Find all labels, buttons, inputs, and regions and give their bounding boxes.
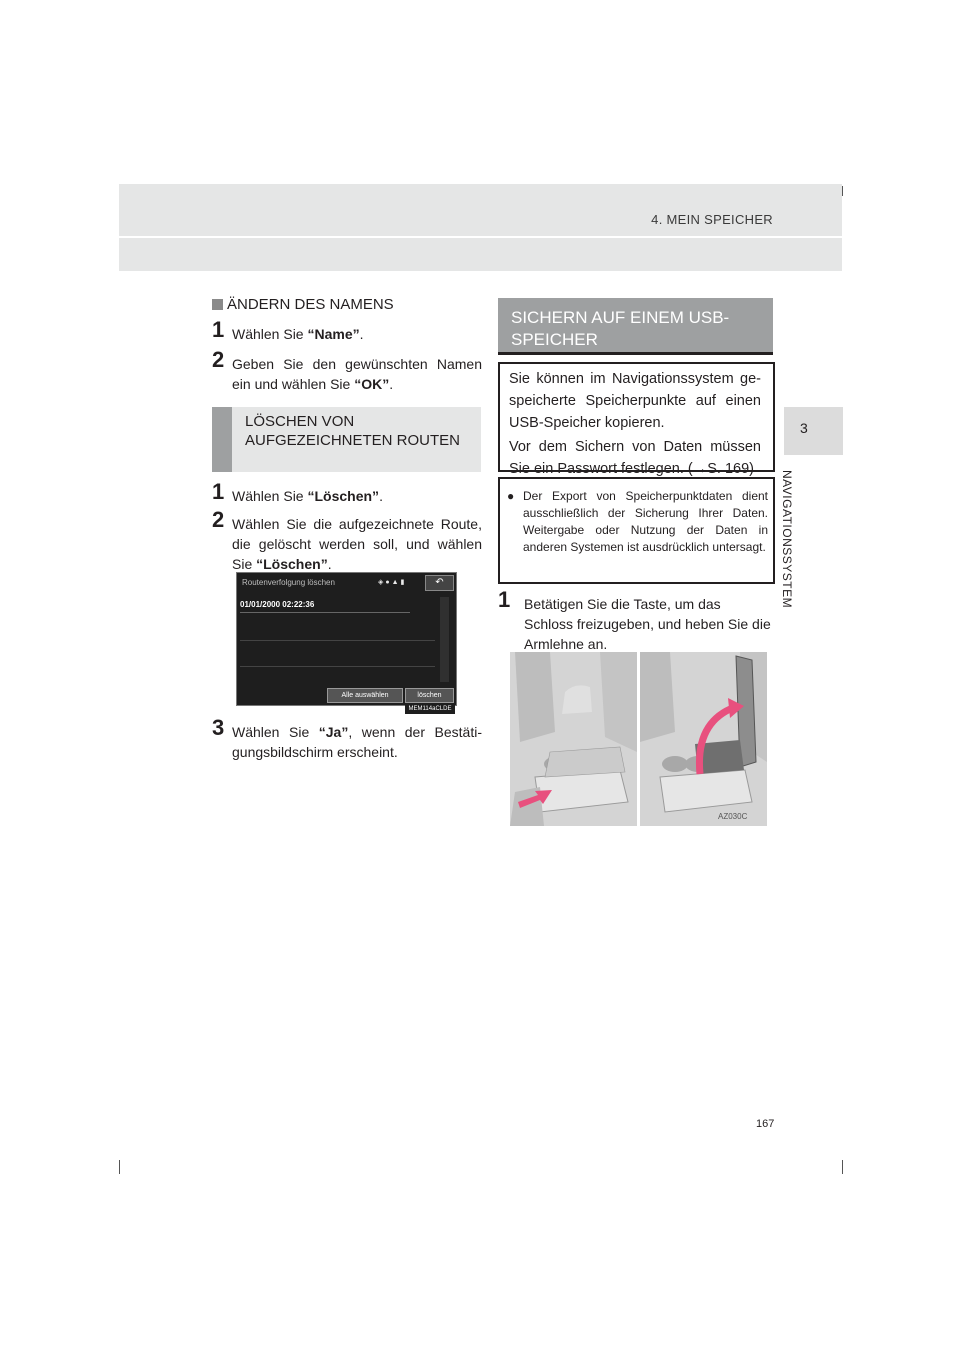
step-delete-3 (212, 715, 482, 766)
step-text: Wählen Sie “Ja”, wenn der Bestätigungsbildschirm erscheint. (232, 724, 482, 760)
step-text: Geben Sie den gewünschten Namen ein und wählen Sie “OK”. (232, 356, 482, 392)
screen-title: Routenverfolgung löschen (242, 578, 335, 587)
crop-mark (842, 186, 843, 196)
step-text: Wählen Sie “Löschen”. (232, 488, 383, 504)
armrest-closed-drawing (510, 652, 637, 826)
illustration-code: AZ030C (718, 812, 748, 821)
select-all-button: Alle auswählen (327, 688, 403, 703)
status-icons: ◈●▲▮ (378, 579, 407, 586)
nav-screen-image (236, 572, 457, 706)
info-text (509, 368, 761, 480)
section-band-accent (212, 407, 232, 472)
subheading-rename (212, 296, 394, 313)
crop-mark (842, 1160, 843, 1174)
step-rename-2 (212, 347, 482, 398)
step-number: 1 (212, 479, 225, 504)
step-armrest-1 (498, 587, 773, 652)
back-icon: ↶ (425, 575, 454, 591)
step-number: 3 (212, 715, 225, 740)
section-title-usb: SICHERN AUF EINEM USB-SPEICHER (511, 308, 730, 349)
route-entry: 01/01/2000 02:22:36 (240, 600, 315, 609)
row-divider (240, 640, 435, 641)
chapter-title: NAVIGATIONSSYSTEM (780, 470, 794, 609)
chapter-tab (784, 407, 843, 455)
step-rename-1 (212, 317, 482, 346)
chapter-number: 3 (800, 420, 808, 436)
step-number: 2 (212, 507, 225, 532)
armrest-open-illustration (640, 652, 767, 826)
delete-button: löschen (405, 688, 454, 703)
section-underline (498, 352, 773, 355)
subheading-text: ÄNDERN DES NAMENS (227, 296, 394, 313)
step-text: Wählen Sie die aufgezeichnete Route, die gelöscht werden soll, und wählen Sie “Löschen”. (232, 516, 482, 572)
armrest-open-drawing (640, 652, 767, 826)
armrest-closed-illustration (510, 652, 637, 826)
step-delete-2 (212, 507, 482, 576)
running-header: 4. MEIN SPEICHER (651, 212, 773, 227)
step-number: 2 (212, 347, 225, 372)
crop-mark (119, 1160, 120, 1174)
info-paragraph: Vor dem Sichern von Daten müssen Sie ein Passwort festlegen. (→S. 169) (509, 439, 761, 477)
notice-text: Der Export von Speicherpunktdaten dient ausschließlich der Sicherung Ihrer Daten. Weitergabe oder Nutzung der Daten in anderen Systemen ist ausdrücklich untersagt. (523, 489, 768, 554)
screen-scrollbar (440, 597, 449, 682)
header-divider (119, 236, 842, 238)
step-number: 1 (212, 317, 225, 342)
info-paragraph: Sie können im Navigationssystem gespeicherte Speicherpunkte auf einen USB-Speicher kopieren. (509, 371, 761, 431)
step-number: 1 (498, 587, 511, 612)
row-divider (240, 666, 435, 667)
step-delete-1 (212, 479, 482, 508)
step-text: Betätigen Sie die Taste, um das Schloss freizugeben, und heben Sie die Armlehne an. (524, 596, 771, 652)
header-band (119, 184, 842, 271)
section-title-delete-routes: LÖSCHEN VON AUFGEZEICHNETEN ROUTEN (245, 413, 461, 449)
step-text: Wählen Sie “Name”. (232, 326, 364, 342)
row-divider (240, 612, 410, 613)
image-code: MEM114aCLDE (405, 705, 455, 714)
bullet-icon: ● (507, 489, 515, 503)
page-number: 167 (756, 1118, 775, 1130)
square-bullet-icon (212, 299, 223, 310)
